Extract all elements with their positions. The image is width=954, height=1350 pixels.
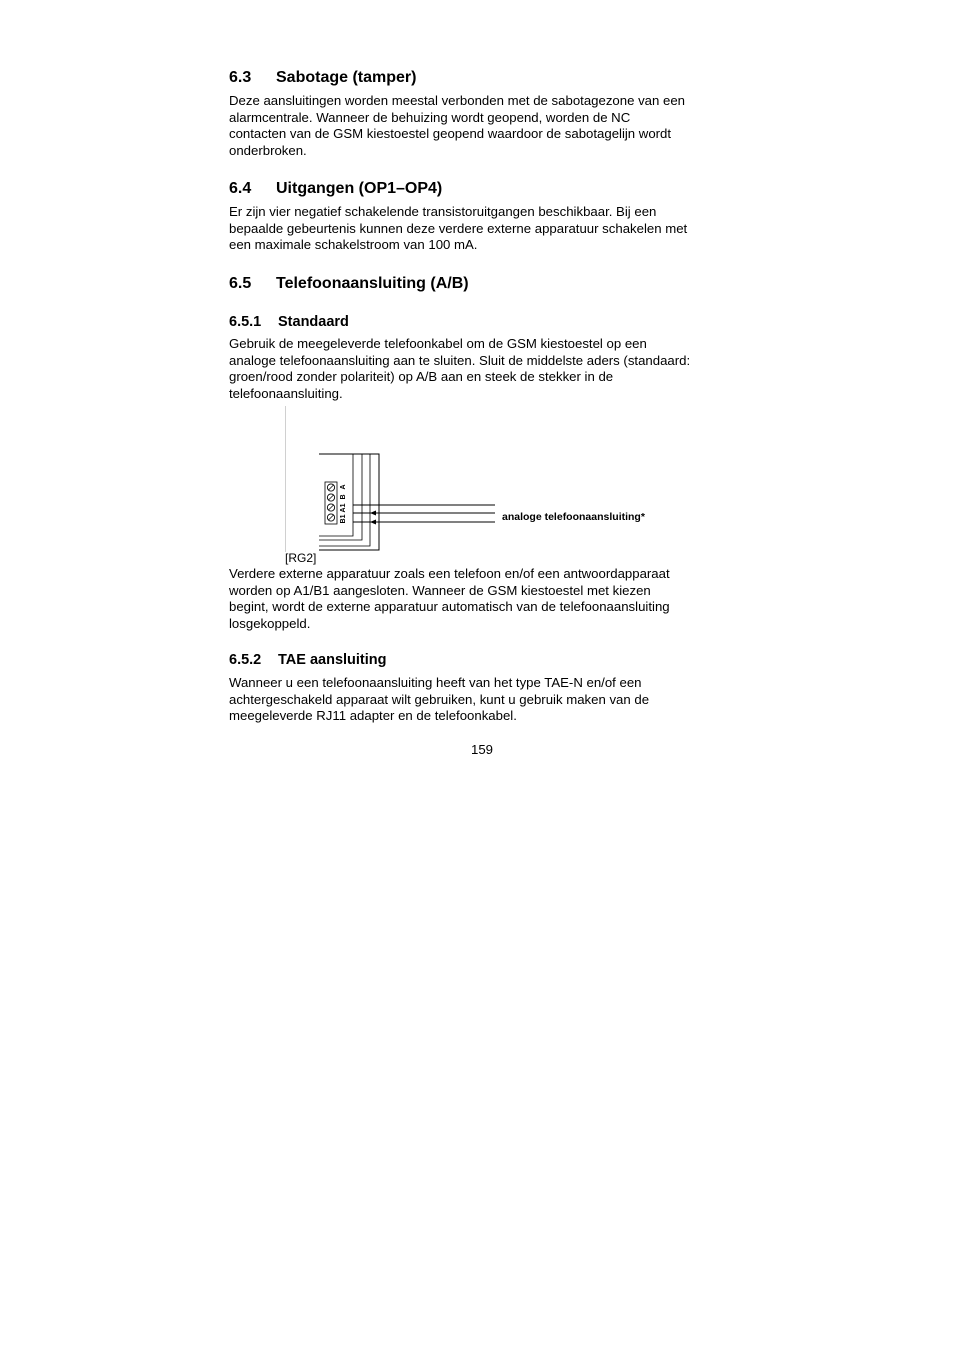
heading-title: Uitgangen (OP1–OP4) (276, 180, 443, 197)
text-line: telefoonaansluiting. (229, 385, 343, 401)
paragraph-uitgangen (229, 204, 741, 254)
heading-number: 6.3 (229, 69, 252, 86)
text-line: alarmcentrale. Wanneer de behuizing wordt geopend, worden de NC (229, 109, 631, 125)
heading-number: 6.4 (229, 180, 252, 197)
heading-6-5-1 (229, 313, 349, 331)
text-line: begint, wordt de externe apparatuur automatisch van de telefoonaansluiting (229, 599, 670, 615)
text-line: Er zijn vier negatief schakelende transistoruitgangen beschikbaar. Bij een (229, 204, 657, 219)
paragraph-externe-apparatuur (229, 566, 741, 632)
text-line: Wanneer u een telefoonaansluiting heeft van het type TAE-N en/of een (229, 675, 642, 690)
text-line: losgekoppeld. (229, 615, 311, 631)
page-number: 159 (470, 742, 493, 757)
text-line: groen/rood zonder polariteit) op A/B aan en steek de stekker in de (229, 369, 614, 385)
heading-number: 6.5 (229, 275, 252, 292)
heading-6-5-2 (229, 651, 387, 669)
heading-title: Standaard (278, 314, 349, 330)
arrow-icon (370, 520, 376, 525)
text-line: meegeleverde RJ11 adapter en de telefoonkabel. (229, 708, 517, 724)
heading-6-3 (229, 68, 416, 88)
heading-number: 6.5.1 (229, 314, 262, 330)
paragraph-standaard (229, 336, 741, 402)
text-line: onderbroken. (229, 142, 307, 158)
terminal-label-a: A (340, 484, 347, 490)
text-line: analoge telefoonaansluiting aan te sluiten. Sluit de middelste aders (standaard: (229, 352, 691, 368)
text-line: Deze aansluitingen worden meestal verbonden met de sabotagezone van een (229, 93, 686, 108)
paragraph-sabotage (229, 93, 741, 159)
wiring-diagram-svg (282, 400, 682, 560)
text-line: Gebruik de meegeleverde telefoonkabel om de GSM kiestoestel op een (229, 336, 647, 351)
text-line: Verdere externe apparatuur zoals een telefoon en/of een antwoordapparaat (229, 566, 670, 581)
text-line: contacten van de GSM kiestoestel geopend waardoor de sabotagelijn wordt (229, 126, 672, 142)
heading-title: TAE aansluiting (278, 652, 387, 668)
heading-title: Sabotage (tamper) (276, 69, 417, 86)
terminal-label-b1: B1 (340, 514, 347, 524)
heading-6-4 (229, 179, 442, 199)
heading-6-5 (229, 274, 469, 294)
text-line: een maximale schakelstroom van 100 mA. (229, 237, 478, 253)
text-line: bepaalde gebeurtenis kunnen deze verdere externe apparatuur schakelen met (229, 220, 688, 236)
text-line: achtergeschakeld apparaat wilt gebruiken, kunt u gebruik maken van de (229, 691, 650, 707)
text-line: worden op A1/B1 aangesloten. Wanneer de GSM kiestoestel met kiezen (229, 582, 651, 598)
figure-caption: [RG2] (285, 551, 317, 565)
outlet-label: analoge telefoonaansluiting* (502, 511, 645, 523)
heading-number: 6.5.2 (229, 652, 262, 668)
wiring-diagram (282, 400, 682, 560)
terminal-label-b: B (340, 494, 347, 500)
paragraph-tae (229, 675, 741, 725)
arrow-icon (370, 511, 376, 516)
heading-title: Telefoonaansluiting (A/B) (276, 275, 469, 292)
terminal-label-a1: A1 (340, 503, 347, 513)
